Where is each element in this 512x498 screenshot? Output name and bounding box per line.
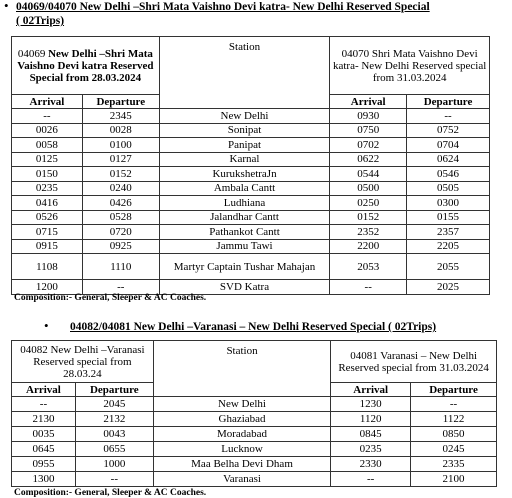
station-cell: Panipat [159,138,330,153]
departure-cell: 0245 [411,442,497,457]
departure-cell: 0655 [75,442,153,457]
bullet: • [4,0,9,13]
arrival-header: Arrival [330,95,407,109]
table-row [12,254,490,280]
arrival-cell: 0622 [330,152,407,167]
arrival-cell: 0915 [12,239,83,254]
departure-header: Departure [75,383,153,397]
departure-cell: 2055 [407,254,490,280]
table-row [12,397,497,412]
train-name: New Delhi –Shri Mata Vaishno Devi katra Reserved Special from 28.03.2024 [17,47,154,84]
train-04069-header [12,37,160,95]
station-cell: Ambala Cantt [159,181,330,196]
departure-cell: 0925 [82,239,159,254]
departure-cell: 2025 [407,280,490,295]
table-row [12,109,490,124]
departure-cell: 2100 [411,472,497,487]
table-row [12,412,497,427]
arrival-cell: 0250 [330,196,407,211]
station-cell: Sonipat [159,123,330,138]
arrival-cell: 0845 [331,427,411,442]
departure-cell: 0624 [407,152,490,167]
station-header: Station [153,341,330,397]
departure-cell: 0546 [407,167,490,182]
departure-cell: 0528 [82,210,159,225]
section1-title-line1: 04069/04070 New Delhi –Shri Mata Vaishno Devi katra- New Delhi Reserved Special [16,1,430,13]
station-cell: Moradabad [153,427,330,442]
arrival-cell: 0035 [12,427,76,442]
train-04070-header: 04070 Shri Mata Vaishno Devi katra- New Delhi Reserved special from 31.03.2024 [330,37,490,95]
composition-note-2: Composition:- General, Sleeper & AC Coaches. [14,488,207,498]
station-cell: SVD Katra [159,280,330,295]
table-row [12,225,490,240]
section2-title: 04082/04081 New Delhi –Varanasi – New Delhi Reserved Special ( 02Trips) [70,321,437,333]
departure-cell: 0505 [407,181,490,196]
departure-cell: 0152 [82,167,159,182]
departure-cell: 0043 [75,427,153,442]
station-cell: Ghaziabad [153,412,330,427]
arrival-cell: 0645 [12,442,76,457]
station-cell: Pathankot Cantt [159,225,330,240]
arrival-cell: 0526 [12,210,83,225]
station-cell: Ludhiana [159,196,330,211]
departure-cell: 1110 [82,254,159,280]
timetable-1 [11,36,490,295]
table-row [12,472,497,487]
train-number: 04069 [17,47,46,60]
departure-header: Departure [407,95,490,109]
departure-cell: 0300 [407,196,490,211]
table-row [12,181,490,196]
arrival-cell: 0750 [330,123,407,138]
timetable-2 [11,340,497,487]
station-cell: Jammu Tawi [159,239,330,254]
departure-cell: -- [411,397,497,412]
departure-cell: 0240 [82,181,159,196]
table-row [12,442,497,457]
departure-cell: 0155 [407,210,490,225]
arrival-cell: 1108 [12,254,83,280]
station-cell: Varanasi [153,472,330,487]
departure-cell: -- [82,280,159,295]
departure-cell: 2345 [82,109,159,124]
departure-cell: 2132 [75,412,153,427]
departure-cell: 2335 [411,457,497,472]
station-cell: Jalandhar Cantt [159,210,330,225]
arrival-header: Arrival [331,383,411,397]
arrival-cell: 0702 [330,138,407,153]
arrival-cell: 0152 [330,210,407,225]
bullet: • [44,318,49,333]
arrival-cell: 0235 [12,181,83,196]
departure-cell: 0720 [82,225,159,240]
departure-cell: 2045 [75,397,153,412]
departure-cell: 0100 [82,138,159,153]
arrival-cell: 1300 [12,472,76,487]
departure-cell: 1122 [411,412,497,427]
table-row [12,123,490,138]
train-04082-header: 04082 New Delhi –Varanasi Reserved special from 28.03.24 [12,341,154,383]
arrival-cell: 0150 [12,167,83,182]
station-cell: New Delhi [153,397,330,412]
arrival-cell: 1230 [331,397,411,412]
departure-header: Departure [82,95,159,109]
departure-cell: 0127 [82,152,159,167]
table-row [12,196,490,211]
table-row [12,167,490,182]
arrival-header: Arrival [12,95,83,109]
arrival-header: Arrival [12,383,76,397]
arrival-cell: 0544 [330,167,407,182]
arrival-cell: 2200 [330,239,407,254]
arrival-cell: -- [12,109,83,124]
arrival-cell: 0125 [12,152,83,167]
table-row [12,138,490,153]
arrival-cell: 0500 [330,181,407,196]
section1-title [16,0,430,14]
departure-cell: 1000 [75,457,153,472]
arrival-cell: 0026 [12,123,83,138]
table-row [12,152,490,167]
table-row [12,210,490,225]
arrival-cell: 2130 [12,412,76,427]
table-row [12,427,497,442]
arrival-cell: 2053 [330,254,407,280]
section1-title-line2: ( 02Trips) [16,15,65,27]
train-04081-header: 04081 Varanasi – New Delhi Reserved special from 31.03.2024 [331,341,497,383]
arrival-cell: 2330 [331,457,411,472]
arrival-cell: 0416 [12,196,83,211]
arrival-cell: 0955 [12,457,76,472]
table-row [12,239,490,254]
arrival-cell: -- [330,280,407,295]
station-cell: KurukshetraJn [159,167,330,182]
station-header: Station [159,37,330,109]
arrival-cell: 0715 [12,225,83,240]
arrival-cell: 0235 [331,442,411,457]
station-cell: Karnal [159,152,330,167]
table-row [12,457,497,472]
departure-cell: 0028 [82,123,159,138]
table-row [12,280,490,295]
arrival-cell: 0930 [330,109,407,124]
departure-cell: 0704 [407,138,490,153]
station-cell: Martyr Captain Tushar Mahajan [159,254,330,280]
departure-cell: -- [75,472,153,487]
station-cell: New Delhi [159,109,330,124]
arrival-cell: 1120 [331,412,411,427]
arrival-cell: 0058 [12,138,83,153]
arrival-cell: 1200 [12,280,83,295]
arrival-cell: 2352 [330,225,407,240]
departure-cell: 0850 [411,427,497,442]
station-cell: Lucknow [153,442,330,457]
arrival-cell: -- [331,472,411,487]
departure-cell: 2205 [407,239,490,254]
composition-note-1: Composition:- General, Sleeper & AC Coaches. [14,293,207,303]
departure-cell: 0426 [82,196,159,211]
departure-cell: 2357 [407,225,490,240]
departure-cell: 0752 [407,123,490,138]
arrival-cell: -- [12,397,76,412]
departure-cell: -- [407,109,490,124]
departure-header: Departure [411,383,497,397]
station-cell: Maa Belha Devi Dham [153,457,330,472]
